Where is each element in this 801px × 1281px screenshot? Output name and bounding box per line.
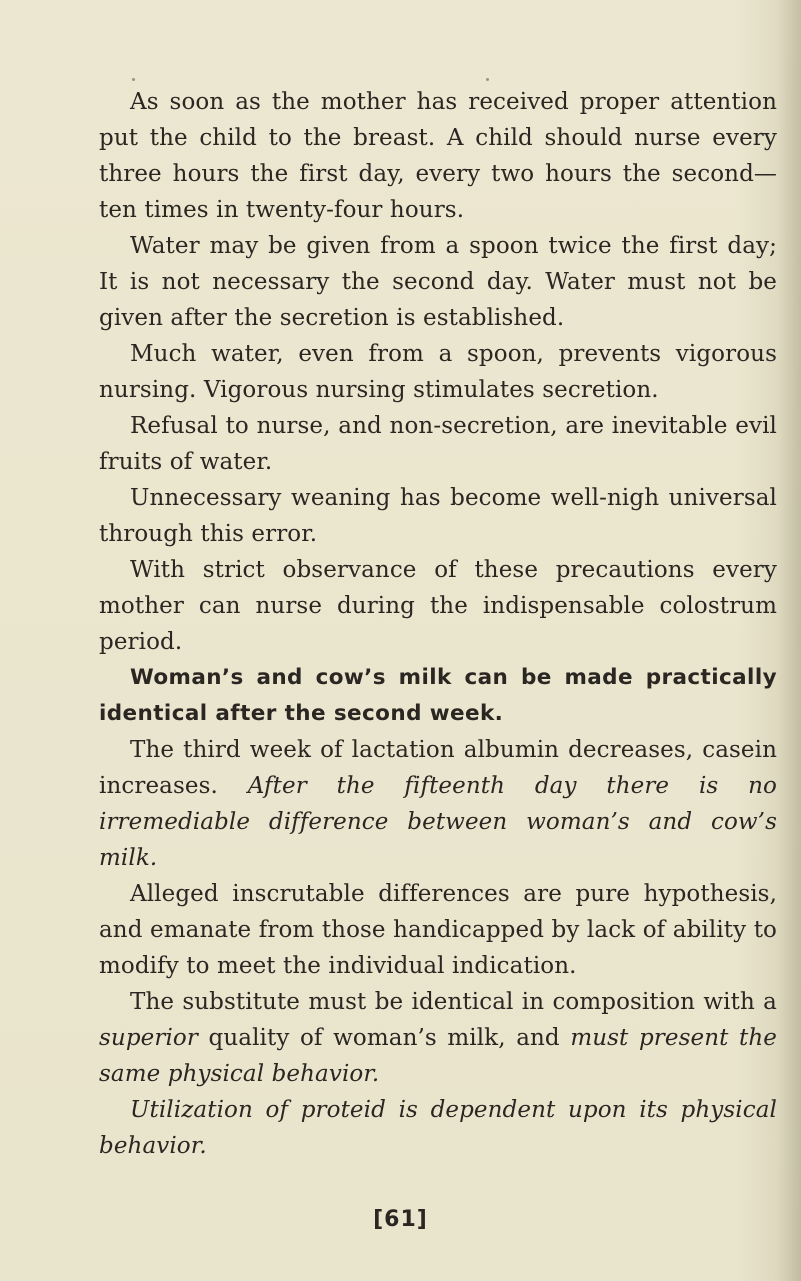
paragraph-third-week-italic: After the fifteenth day there is no irremediable difference between woman’s and cow’s milk. bbox=[99, 773, 777, 871]
paragraph-utilization-italic: Utilization of proteid is dependent upon its physical behavior. bbox=[99, 1097, 777, 1159]
paragraph-weaning: Unnecessary weaning has become well-nigh universal through this error. bbox=[99, 485, 777, 547]
paragraph-hypothesis: Alleged inscrutable differences are pure hypothesis, and emanate from those handicapped by lack of ability to modify to meet the individual indication. bbox=[99, 881, 777, 979]
paragraph-utilization bbox=[99, 1092, 777, 1164]
page-number: [61] bbox=[373, 1207, 428, 1232]
paragraph-substitute bbox=[99, 984, 777, 1092]
paragraph-third-week-plain: The third week of lactation albumin decreases, casein increases. bbox=[99, 737, 777, 799]
paragraph-refusal: Refusal to nurse, and non-secretion, are inevitable evil fruits of water. bbox=[99, 413, 777, 475]
paragraph-nursing-schedule: As soon as the mother has received proper attention put the child to the breast. A child should nurse every three hours the first day, every two hours the second— ten times in twenty-four hours. bbox=[99, 89, 777, 223]
body-text bbox=[99, 84, 777, 1164]
paragraph-colostrum: With strict observance of these precautions every mother can nurse during the indispensable colostrum period. bbox=[99, 557, 777, 655]
print-speck bbox=[486, 78, 489, 81]
paragraph-substitute-italic-1: superior bbox=[99, 1025, 198, 1051]
print-speck bbox=[132, 78, 135, 81]
paragraph-substitute-plain-2: quality of woman’s milk, and bbox=[197, 1025, 571, 1051]
paragraph-substitute-plain-1: The substitute must be identical in composition with a bbox=[130, 989, 777, 1015]
paragraph-identical-milk: Woman’s and cow’s milk can be made practically identical after the second week. bbox=[99, 665, 777, 726]
paragraph-vigorous-nursing: Much water, even from a spoon, prevents vigorous nursing. Vigorous nursing stimulates secretion. bbox=[99, 341, 777, 403]
paragraph-substitute-italic-2: must present the same physical behavior. bbox=[99, 1025, 777, 1087]
paragraph-third-week bbox=[99, 732, 777, 876]
paragraph-water-spoon: Water may be given from a spoon twice the first day; It is not necessary the second day. Water must not be given after the secretion is established. bbox=[99, 233, 777, 331]
